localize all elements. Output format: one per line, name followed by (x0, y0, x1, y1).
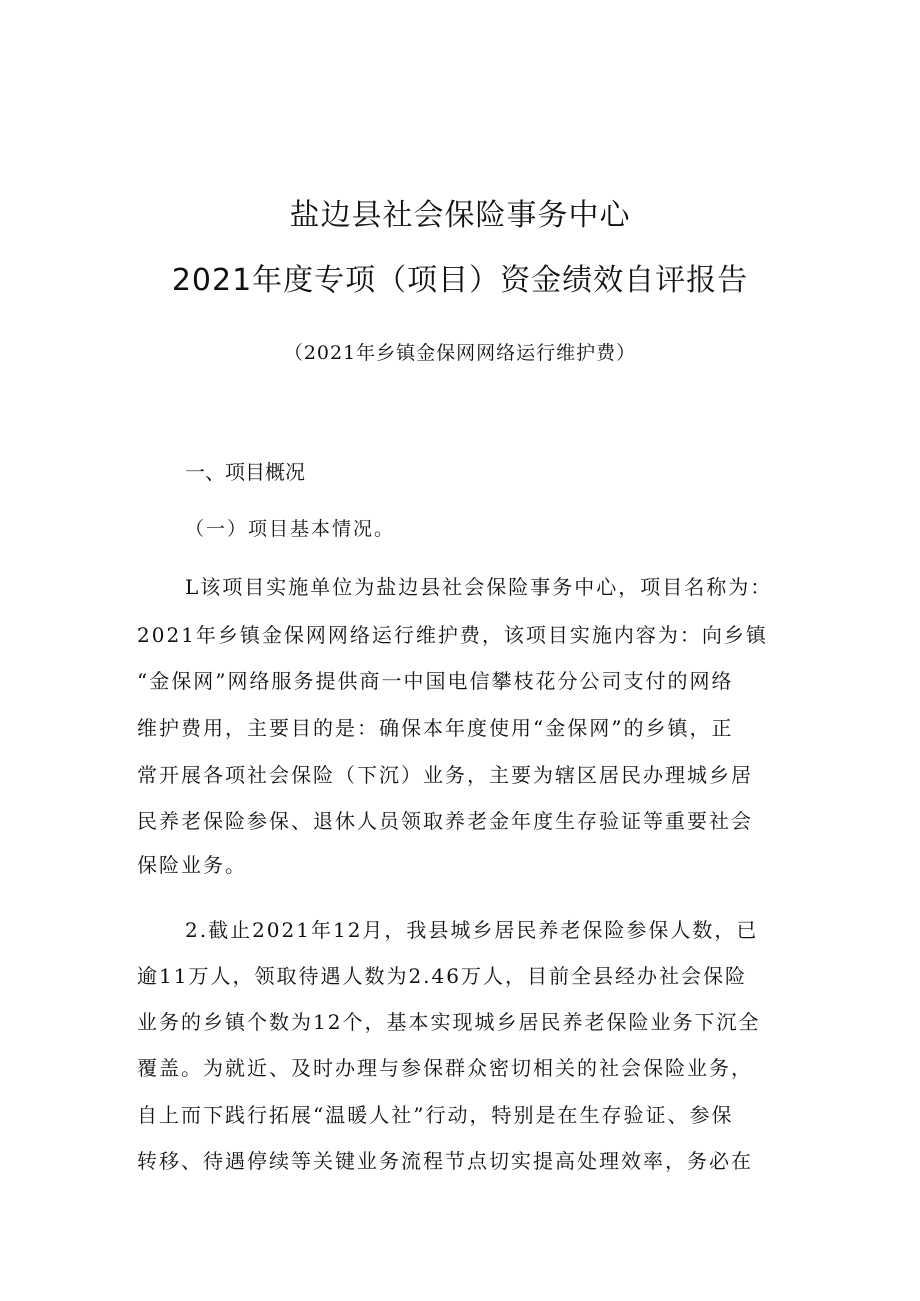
paragraph-line: 逾11万人，领取待遇人数为2.46万人，目前全县经办社会保险 (137, 964, 747, 988)
paragraph-line: 2.截止2021年12月，我县城乡居民养老保险参保人数，已 (185, 918, 759, 942)
paragraph-line: 2021年乡镇金保网网络运行维护费，该项目实施内容为：向乡镇 (137, 623, 768, 647)
paragraph-line: 常开展各项社会保险（下沉）业务，主要为辖区居民办理城乡居 (137, 763, 753, 787)
section-heading: 一、项目概况 (185, 460, 305, 484)
paragraph-line: 自上而下践行拓展“温暖人社”行动，特别是在生存验证、参保 (137, 1103, 734, 1127)
paragraph-line: 保险业务。 (137, 853, 247, 877)
paragraph-line: 民养老保险参保、退休人员领取养老金年度生存验证等重要社会 (137, 809, 753, 833)
paragraph-line: 维护费用，主要目的是：确保本年度使用“金保网”的乡镇，正 (137, 716, 734, 740)
section-subheading: （一）项目基本情况。 (185, 518, 396, 540)
paragraph-line: L该项目实施单位为盐边县社会保险事务中心，项目名称为： (185, 575, 773, 599)
paragraph-line: “金保网”网络服务提供商一中国电信攀枝花分公司支付的网络 (137, 669, 734, 693)
document-subtitle: （2021年乡镇金保网网络运行维护费） (283, 342, 637, 364)
paragraph-line: 业务的乡镇个数为12个，基本实现城乡居民养老保险业务下沉全 (137, 1010, 761, 1034)
paragraph-line: 覆盖。为就近、及时办理与参保群众密切相关的社会保险业务， (137, 1056, 753, 1080)
document-title-line1: 盐边县社会保险事务中心 (289, 198, 631, 233)
document-title-line2: 2021年度专项（项目）资金绩效自评报告 (171, 263, 749, 298)
paragraph-line: 转移、待遇停续等关键业务流程节点切实提高处理效率，务必在 (137, 1149, 753, 1173)
